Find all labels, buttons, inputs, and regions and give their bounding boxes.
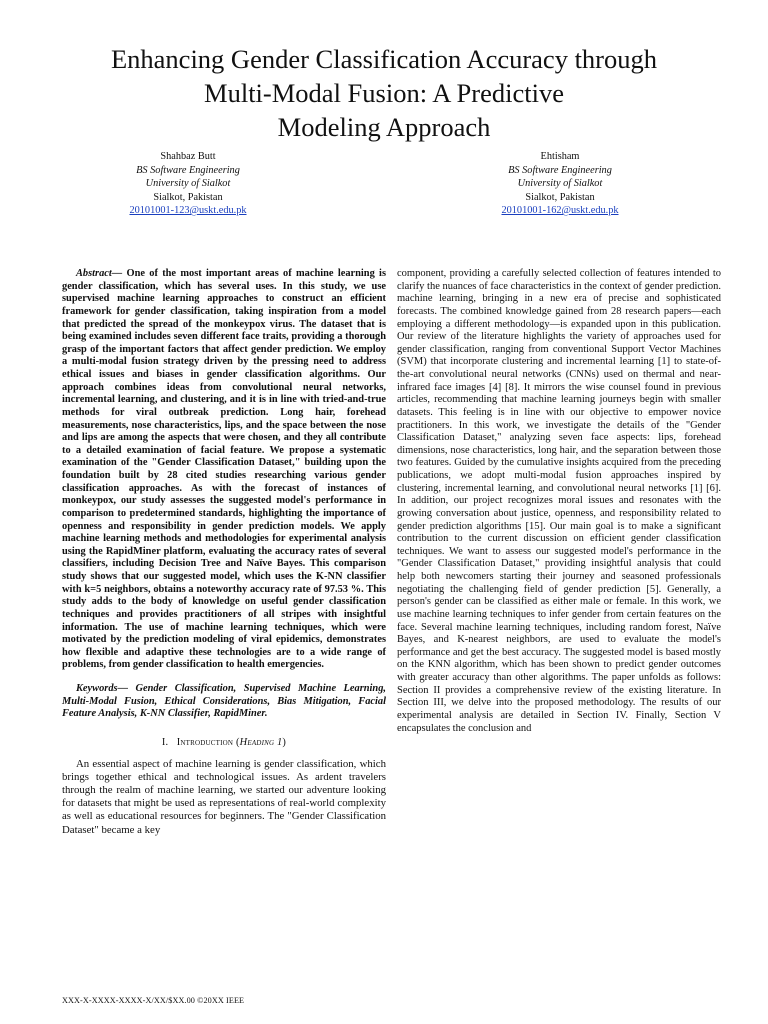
section-hint: Heading 1: [239, 736, 283, 748]
paper-title: [40, 42, 728, 144]
author-university: University of Sialkot: [517, 178, 603, 189]
section-title: Introduction: [176, 736, 234, 748]
author-department: BS Software Engineering: [136, 164, 240, 176]
author-name: Ehtisham: [540, 151, 580, 162]
author-location: Sialkot, Pakistan: [525, 191, 595, 203]
author-name: Shahbaz Butt: [160, 151, 216, 162]
author-email-link[interactable]: 20101001-162@uskt.edu.pk: [501, 205, 619, 216]
author-location: Sialkot, Pakistan: [153, 191, 223, 203]
author-block-1: [58, 150, 318, 218]
introduction-paragraph-part-1: An essential aspect of machine learning is gender classification, which brings together ethical and technological issues. As ardent travelers through the realm of machine learning, we started our adventure looking for datasets that might be used as representations of real-world complexity as well as educational resources for beginners. The "Gender Classification Dataset" became a key: [62, 757, 386, 836]
keywords: [62, 683, 386, 721]
abstract-label: Abstract: [76, 268, 112, 279]
author-email-link[interactable]: 20101001-123@uskt.edu.pk: [129, 205, 247, 216]
keywords-label: Keywords: [76, 683, 118, 694]
author-block-2: [430, 150, 690, 218]
keywords-dash: —: [117, 683, 128, 694]
section-heading-introduction: I. Introduction (Heading 1): [161, 736, 287, 748]
abstract-dash: —: [111, 268, 123, 279]
right-column: [397, 268, 721, 735]
title-line-2: Multi-Modal Fusion: A Predictive: [204, 78, 564, 108]
author-university: University of Sialkot: [145, 178, 231, 189]
keywords-text: Gender Classification, Supervised Machine Learning, Multi-Modal Fusion, Ethical Considerations, Bias Mitigation, Facial Feature Analysis, K-NN Classifier, RapidMiner.: [62, 683, 386, 720]
left-column: [62, 268, 386, 837]
title-line-1: Enhancing Gender Classification Accuracy through: [110, 44, 658, 74]
introduction-paragraph-part-2: component, providing a carefully selected collection of features intended to clarify the nuances of face characteristics in the context of gender prediction. machine learning, bringing in a new era of precise and sophisticated forecasts. The combined knowledge gained from 28 research papers—each employing a different methodology—is expanded upon in this publication. Our review of the literature highlights the variety of approaches used for gender classification, ranging from conventional Support Vector Machines (SVM) that incorporate clustering and incremental learning [1] to state-of-the-art convolutional neural networks (CNNs) used on thermal and near-infrared face images [4] [8]. It mirrors the wise counsel found in previous articles, recommending that machine learning journeys begin with smaller datasets. This feeling is in line with our objective to empower novice practitioners. In this work, we investigate the details of the "Gender Classification Dataset," analyzing seven face aspects: lips, forehead dimensions, nose characteristics, long hair, and the separation between those two features. Guided by the cumulative insights acquired from the preceding publications, we adopt multi-modal fusion approaches inspired by clustering, incremental learning, and convolutional neural networks [1] [6]. In addition, our project recognizes moral issues and resonates with the growing conversation about justice, openness, and responsibility related to gender prediction algorithms [15]. Our main goal is to make a significant contribution to the current discussion on efficient gender classification techniques. We want to assess our suggested model's performance in the "Gender Classification Dataset," providing insightful analysis that could help both newcomers starting their journey and seasoned professionals negotiating the challenging field of gender prediction [5]. Generally, a person's gender can be classified as either male or female. In this work, we use machine learning techniques to infer gender from certain features on the face. Several machine learning techniques, including random forest, Naïve Bayes, and K-nearest neighbors, are used to evaluate the model's performance and get the best accuracy. The suggested model is based mostly on the KNN algorithm, which has been shown to predict gender outcomes with greater accuracy than other algorithms. The paper unfolds as follows: Section II provides a comprehensive review of the existing literature. In Section III, we delve into the proposed methodology. The results of our experimental analysis are detailed in Section IV. Finally, Section V encapsulates the conclusion and: [397, 268, 721, 734]
abstract: [62, 268, 386, 672]
title-line-3: Modeling Approach: [277, 112, 491, 142]
abstract-text: One of the most important areas of machine learning is gender classification, which has several uses. In this study, we use supervised machine learning approaches to construct an efficient framework for gender classification, taking inspiration from a model that predicted the spread of the monkeypox virus. The dataset that is being examined includes seven different face traits, providing a thorough grasp of the important factors that affect gender prediction. We employ a multi-modal fusion strategy driven by the pressing need to address ethical issues and biases in gender classification algorithms. Our approach combines ideas from convolutional neural networks, incremental learning, and clustering, and it is in line with tried-and-true methods for viral outbreak prediction. Long hair, forehead measurements, nose characteristics, lips, and the space between the nose and lips are among the aspects that were chosen, and they all contribute to a detailed examination of facial feature. We propose a systematic examination of the "Gender Classification Dataset," building upon the foundation built by 28 cited studies researching various gender classification approaches. As with the forecast of instances of monkeypox, our study assesses the suggested model's performance in comparison to predetermined standards, highlighting the importance of openness and responsibility in gender prediction models. We apply machine learning methods and methodologies for experimental analysis using the RapidMiner platform, evaluating the accuracy rates of several classifiers, including Decision Tree and Naïve Bayes. This comparison study shows that our suggested model, which uses the K-NN classifier with k=5 neighbors, obtains a noteworthy accuracy rate of 97.53 %. This study adds to the body of knowledge on useful gender classification techniques and provides practitioners of all stripes with insightful information. The use of machine learning techniques, which were motivated by the prediction modeling of viral epidemics, demonstrates how flexible and adaptive these technologies are to a wide range of problems, from gender classification to health emergencies.: [62, 268, 386, 671]
copyright-footer: XXX-X-XXXX-XXXX-X/XX/$XX.00 ©20XX IEEE: [62, 996, 245, 1005]
author-department: BS Software Engineering: [508, 164, 612, 176]
section-number: I.: [161, 736, 169, 748]
